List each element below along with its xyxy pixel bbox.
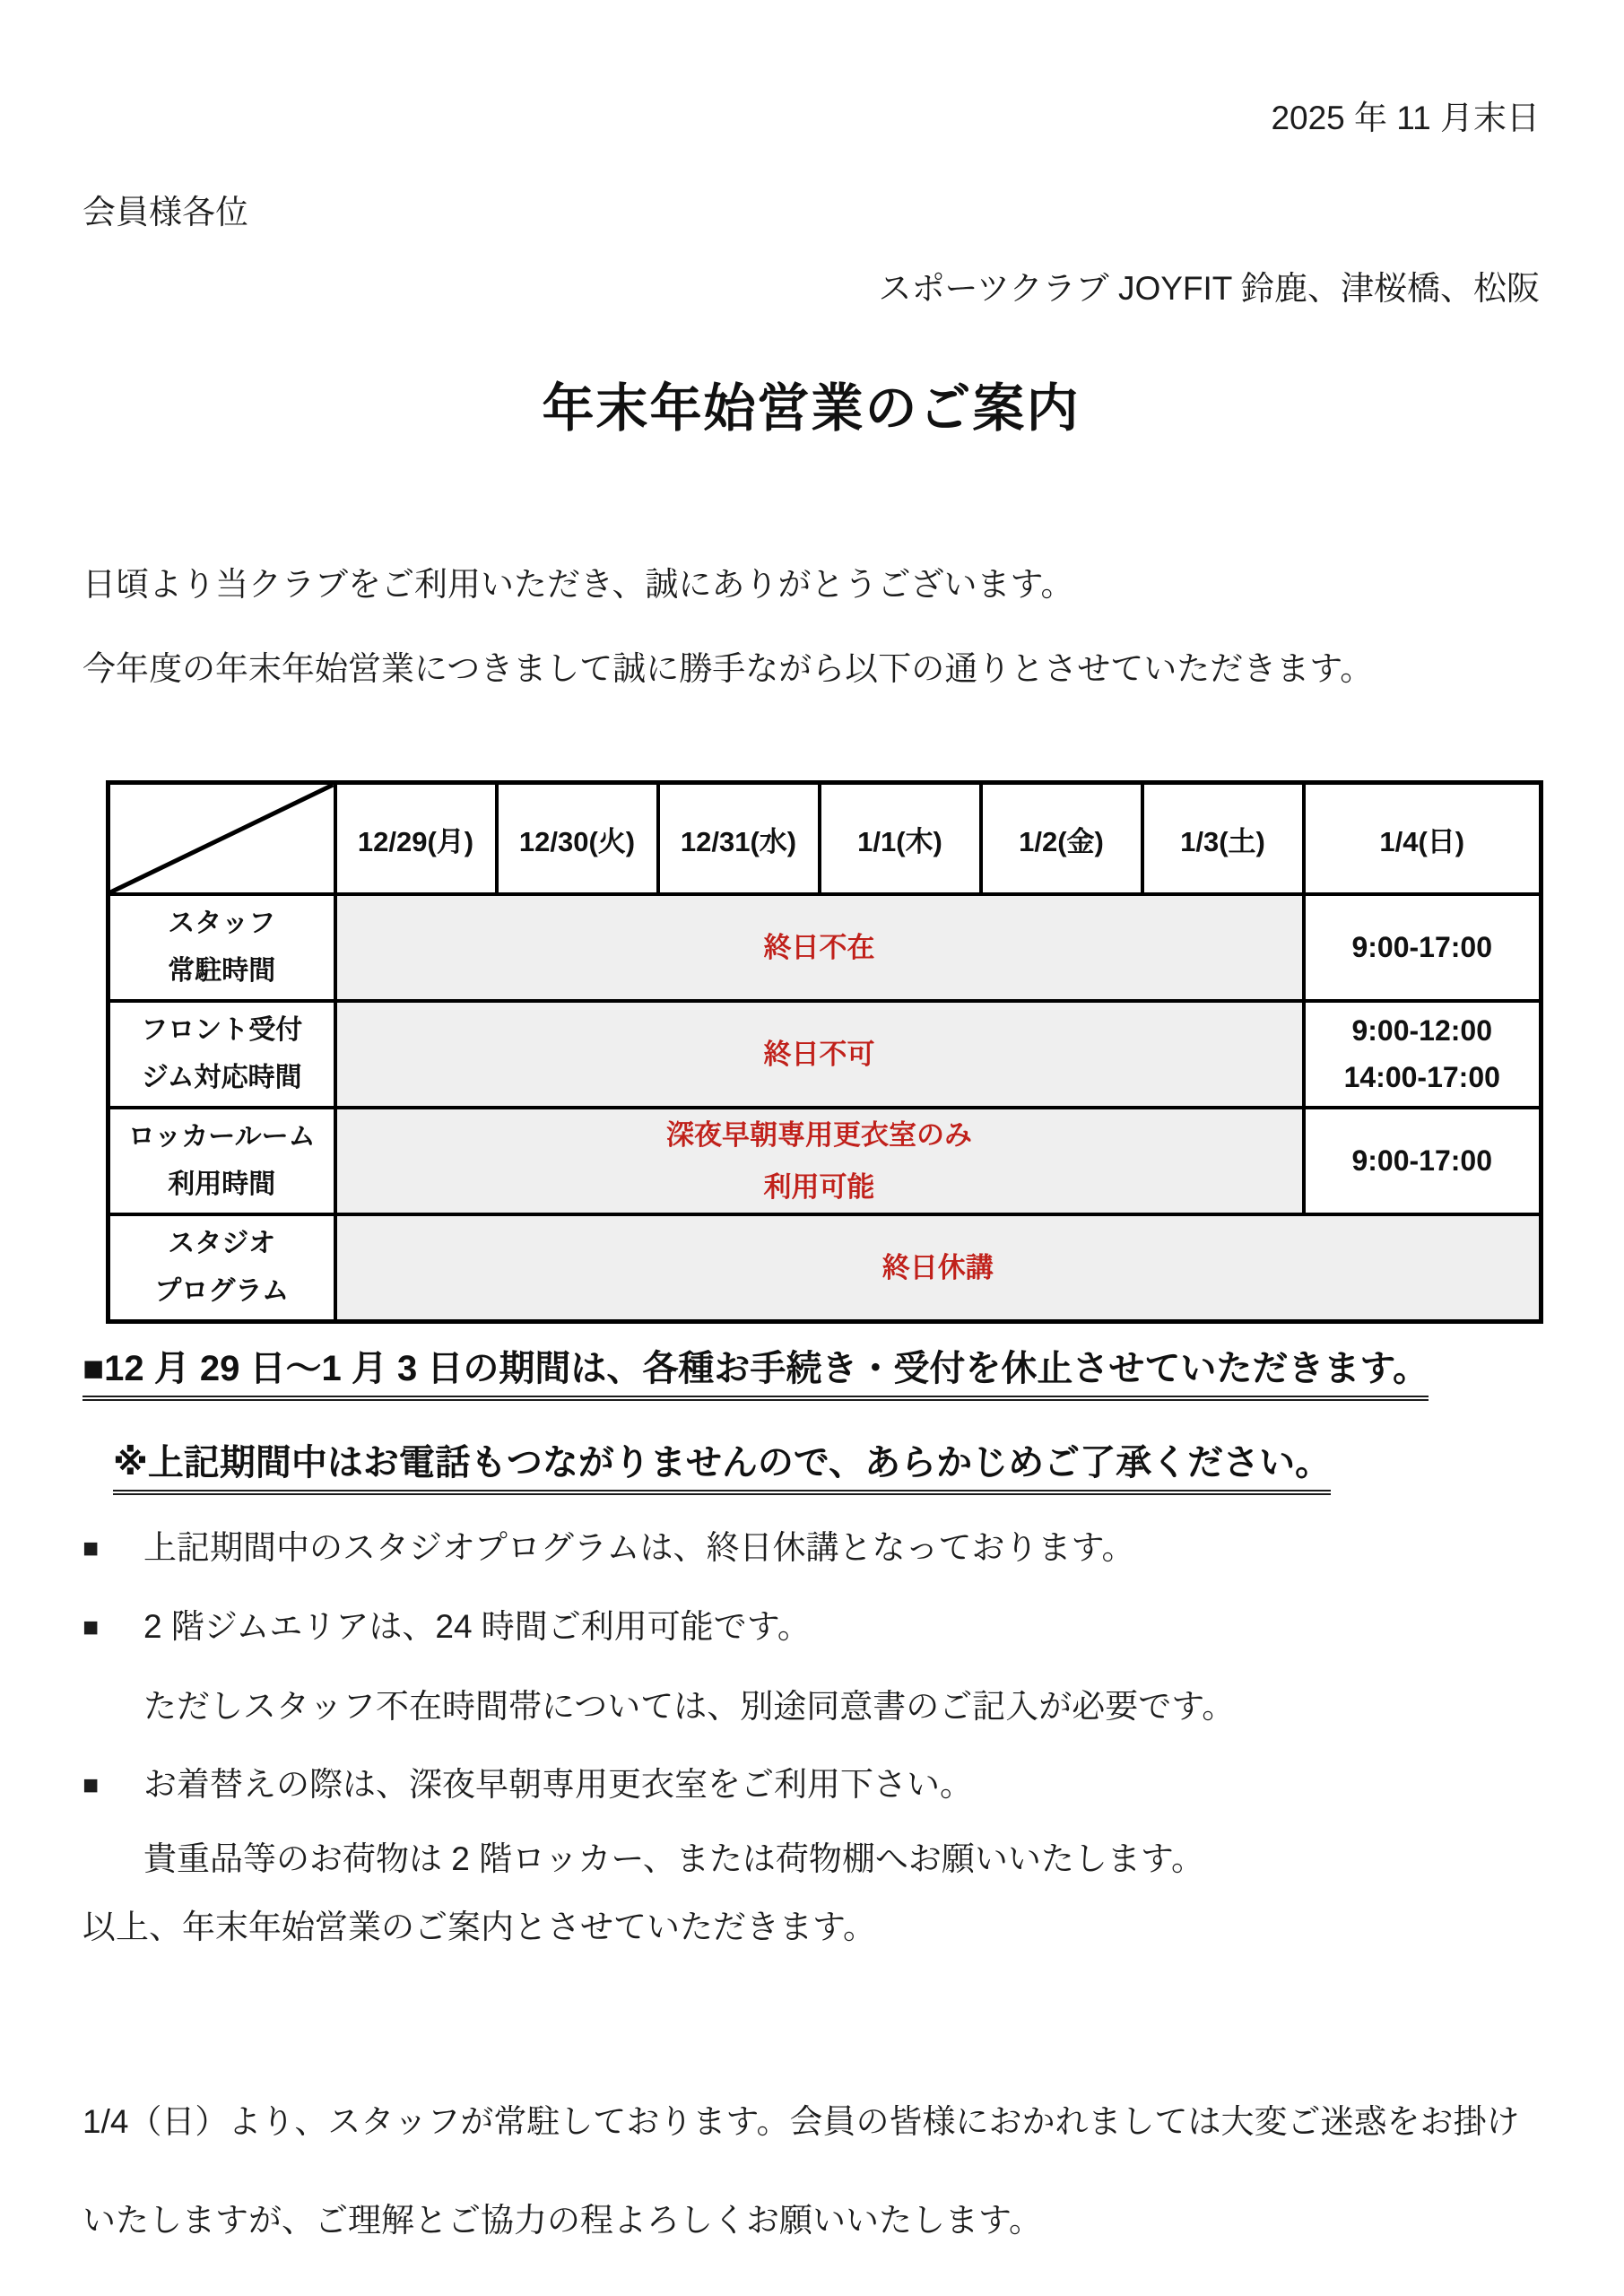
bullet-item: ■ 上記期間中のスタジオプログラムは、終日休講となっております。 (83, 1528, 1540, 1569)
table-sunday-cell: 9:00-17:00 (1304, 894, 1541, 1001)
table-header-cell: 12/30(火) (497, 783, 658, 895)
table-row-label: スタッフ 常駐時間 (109, 894, 335, 1001)
table-row (109, 894, 1541, 1001)
bullet-item: ■ お着替えの際は、深夜早朝専用更衣室をご利用下さい。 (83, 1765, 1540, 1805)
table-header-cell: 12/29(月) (335, 783, 497, 895)
table-sunday-cell: 9:00-12:00 14:00-17:00 (1304, 1001, 1541, 1108)
table-status-cell: 深夜早朝専用更衣室のみ 利用可能 (335, 1108, 1304, 1214)
table-header-cell: 1/1(木) (820, 783, 981, 895)
table-row-label: フロント受付 ジム対応時間 (109, 1001, 335, 1108)
table-row-label: ロッカールーム 利用時間 (109, 1108, 335, 1214)
phone-note: ※上記期間中はお電話もつながりませんので、あらかじめご了承ください。 (83, 1440, 1540, 1495)
bullet-subitem: ただしスタッフ不在時間帯については、別途同意書のご記入が必要です。 (143, 1688, 1236, 1725)
table-status-cell: 終日休講 (335, 1214, 1541, 1322)
square-bullet-icon: ■ (83, 1534, 100, 1563)
table-header-row (109, 783, 1541, 895)
date-line: 2025 年 11 月末日 (1271, 100, 1540, 136)
table-header-cell: 12/31(水) (658, 783, 820, 895)
table-sunday-cell: 9:00-17:00 (1304, 1108, 1541, 1214)
square-bullet-icon: ■ (83, 1613, 100, 1642)
diagonal-slash-icon (110, 785, 334, 892)
final-paragraph: 1/4（日）より、スタッフが常駐しております。会員の皆様におかれましては大変ご迷惑をお掛け いたしますが、ご理解とご協力の程よろしくお願いいたします。 (83, 2103, 1520, 2239)
page-title: 年末年始営業のご案内 (542, 379, 1081, 438)
bullet-subitem: 貴重品等のお荷物は 2 階ロッカー、または荷物棚へお願いいたします。 (143, 1840, 1204, 1877)
table-row-label: スタジオ プログラム (109, 1214, 335, 1322)
closure-note: ■12 月 29 日～1 月 3 日の期間は、各種お手続き・受付を休止させていただきます。 (83, 1346, 1540, 1401)
table-header-cell: 1/2(金) (981, 783, 1142, 895)
intro-paragraph-1: 日頃より当クラブをご利用いただき、誠にありがとうございます。 (83, 566, 1074, 603)
table-row (109, 1001, 1541, 1108)
table-header-cell: 1/4(日) (1304, 783, 1541, 895)
closing-line: 以上、年末年始営業のご案内とさせていただきます。 (83, 1909, 877, 1945)
intro-paragraph-2: 今年度の年末年始営業につきまして誠に勝手ながら以下の通りとさせていただきます。 (83, 650, 1374, 687)
table-status-cell: 終日不在 (335, 894, 1304, 1001)
recipient-line: 会員様各位 (83, 194, 248, 230)
schedule-table (106, 780, 1543, 1324)
table-corner-cell (109, 783, 335, 895)
table-status-cell: 終日不可 (335, 1001, 1304, 1108)
square-bullet-icon: ■ (83, 1770, 100, 1800)
table-row (109, 1214, 1541, 1322)
table-header-cell: 1/3(土) (1142, 783, 1304, 895)
bullet-item: ■ 2 階ジムエリアは、24 時間ご利用可能です。 (83, 1607, 1540, 1648)
sender-line: スポーツクラブ JOYFIT 鈴鹿、津桜橋、松阪 (878, 270, 1540, 307)
table-row (109, 1108, 1541, 1214)
